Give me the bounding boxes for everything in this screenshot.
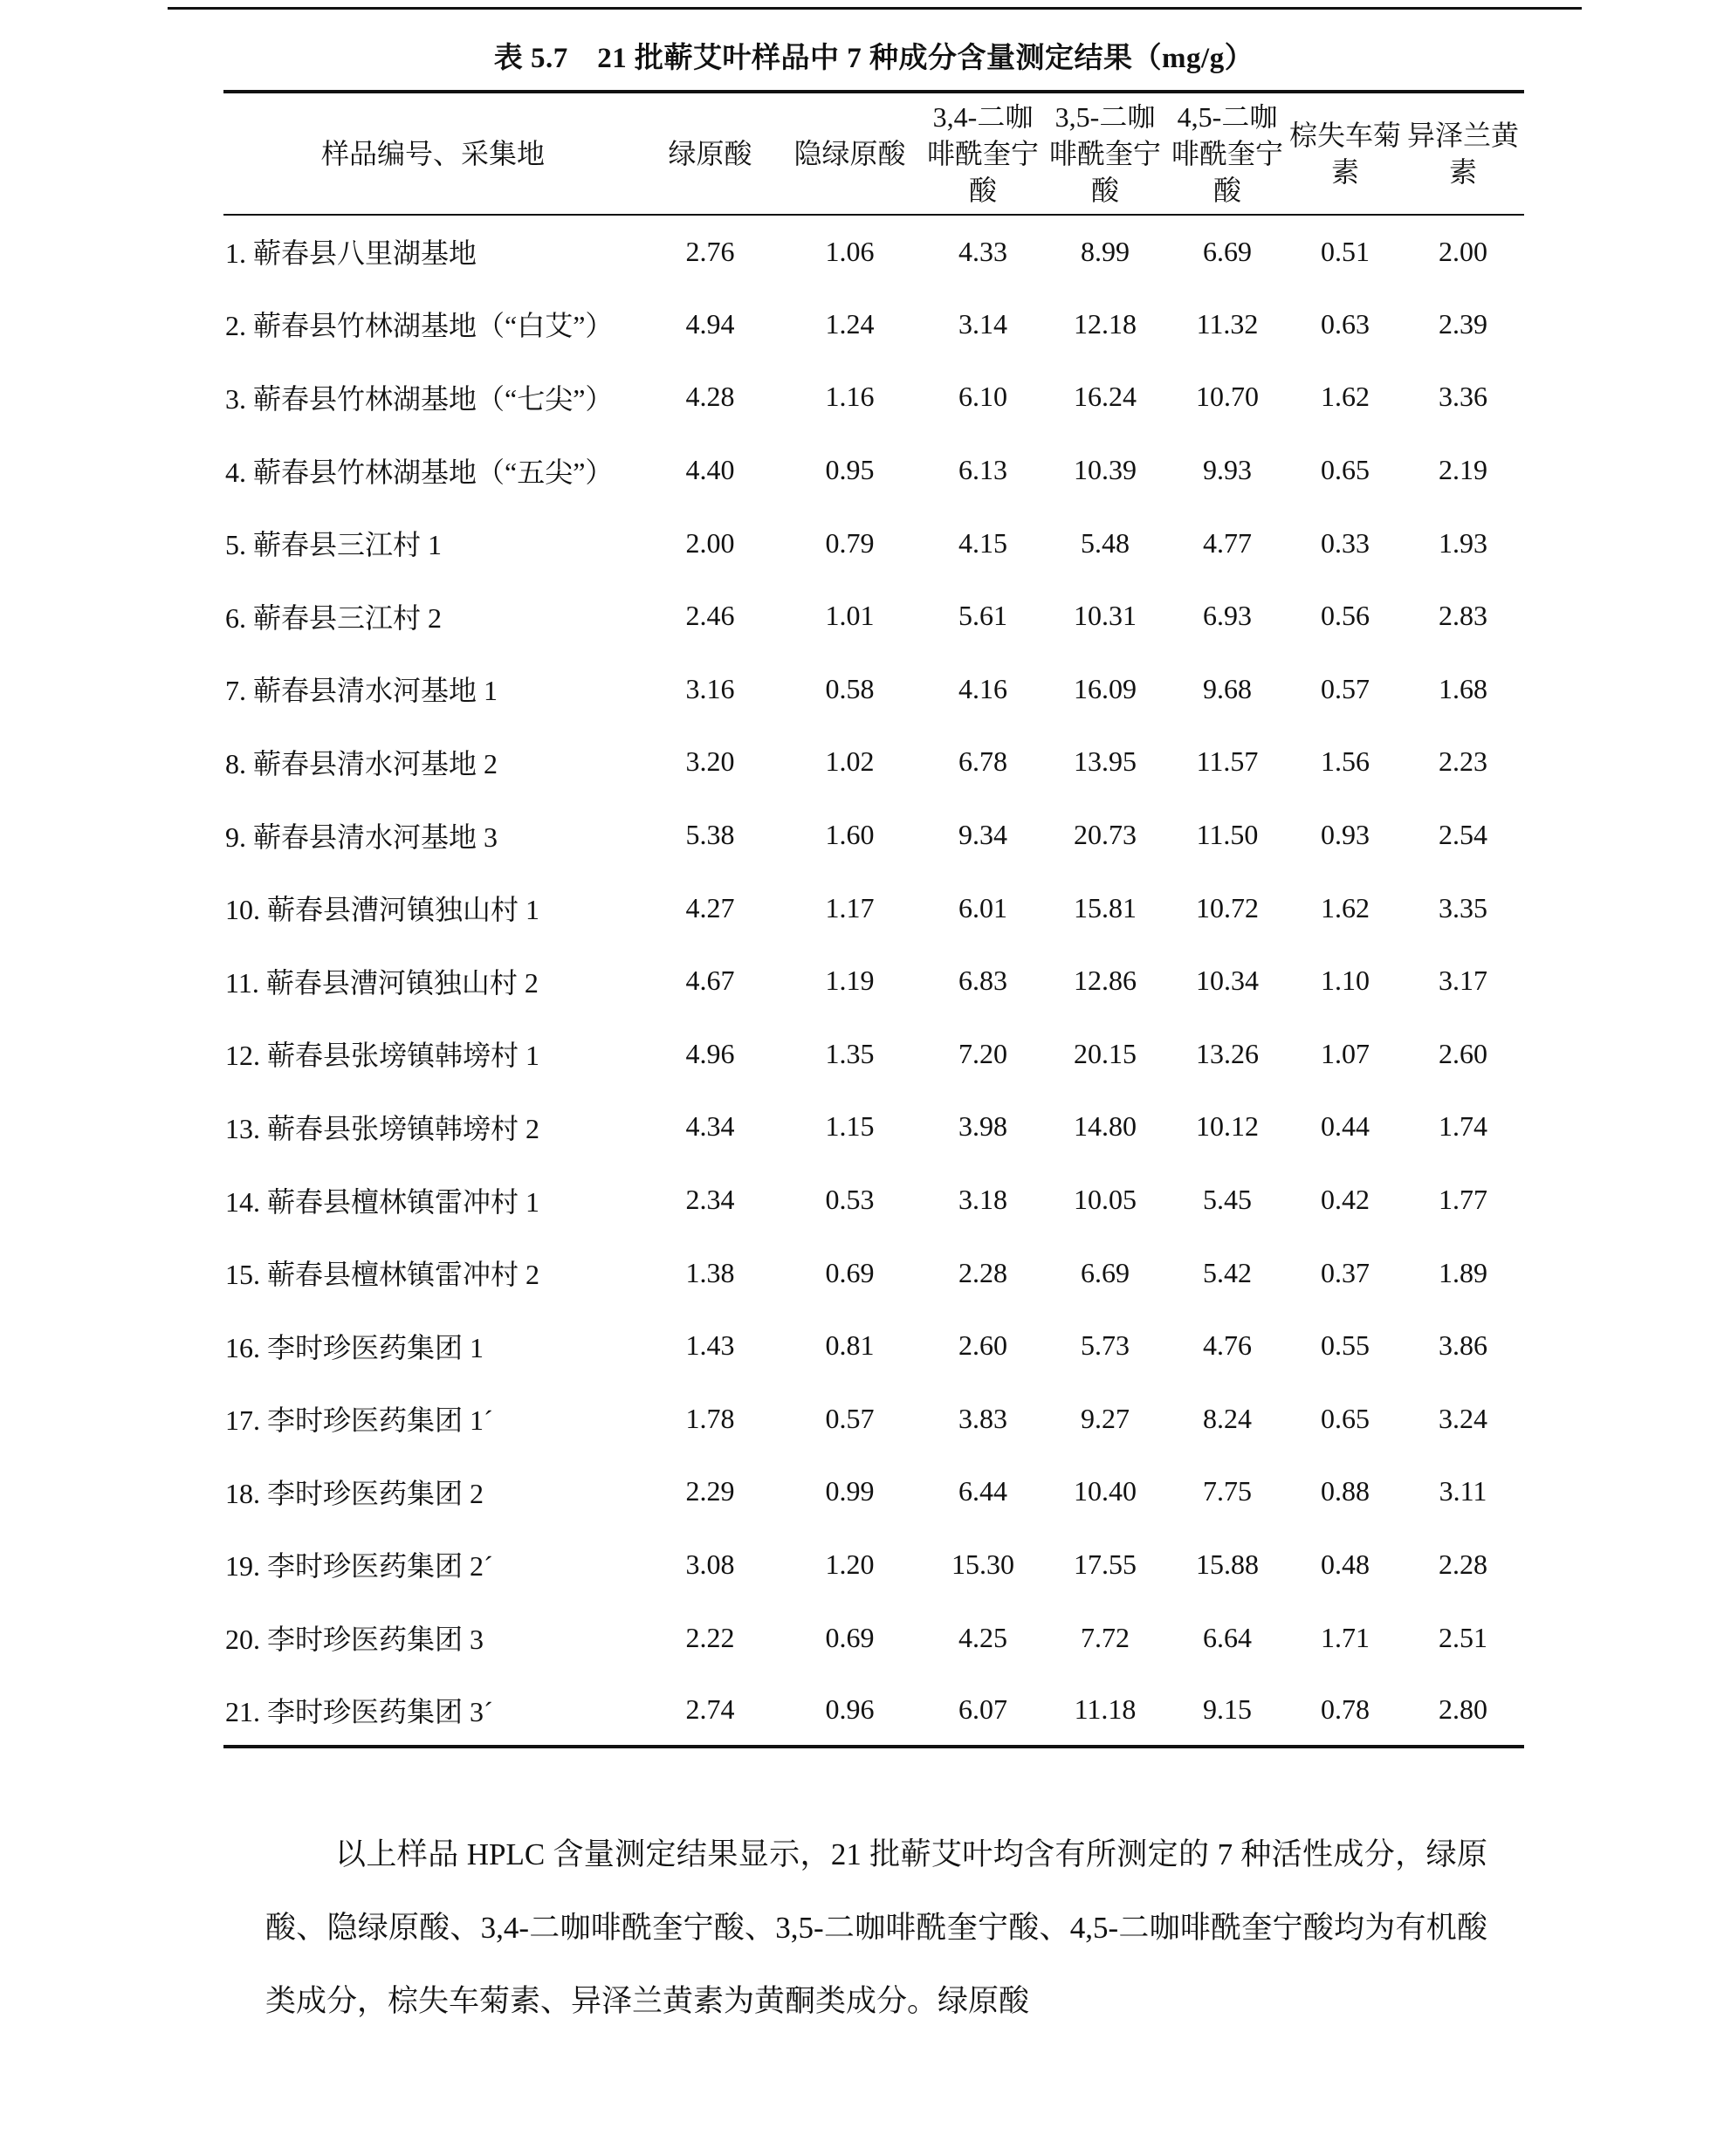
cell-dcqa-3-4: 5.61 bbox=[958, 600, 1007, 632]
cell-cryptochlorogenic-acid: 0.53 bbox=[825, 1184, 875, 1216]
column-header-chlorogenic-acid: 绿原酸 bbox=[668, 138, 752, 169]
cell-jaceosidin: 0.33 bbox=[1321, 526, 1370, 559]
cell-cryptochlorogenic-acid: 0.81 bbox=[825, 1329, 875, 1362]
cell-cryptochlorogenic-acid: 0.58 bbox=[825, 672, 875, 704]
cell-dcqa-3-4: 7.20 bbox=[958, 1037, 1007, 1069]
cell-dcqa-3-5: 5.73 bbox=[1081, 1329, 1130, 1362]
cell-dcqa-3-4: 4.16 bbox=[958, 672, 1007, 704]
cell-dcqa-3-4: 9.34 bbox=[958, 819, 1007, 851]
cell-eupatilin: 2.51 bbox=[1439, 1621, 1487, 1653]
cell-dcqa-4-5: 9.68 bbox=[1203, 672, 1252, 704]
cell-cryptochlorogenic-acid: 1.35 bbox=[825, 1037, 875, 1069]
cell-sample-site: 17. 李时珍医药集团 1´ bbox=[225, 1404, 493, 1437]
cell-dcqa-4-5: 5.42 bbox=[1203, 1256, 1252, 1288]
cell-cryptochlorogenic-acid: 1.01 bbox=[825, 600, 875, 632]
cell-eupatilin: 2.39 bbox=[1439, 307, 1487, 340]
cell-dcqa-4-5: 9.15 bbox=[1203, 1693, 1252, 1726]
cell-dcqa-3-4: 4.33 bbox=[958, 235, 1007, 267]
cell-jaceosidin: 1.07 bbox=[1321, 1037, 1370, 1069]
cell-sample-site: 20. 李时珍医药集团 3 bbox=[225, 1624, 484, 1656]
results-table bbox=[223, 90, 1524, 1748]
cell-chlorogenic-acid: 1.38 bbox=[685, 1256, 735, 1288]
column-header-3-5-dicaffeoylquinic-acid: 3,5-二咖啡酰奎宁酸 bbox=[1048, 101, 1161, 206]
cell-cryptochlorogenic-acid: 1.15 bbox=[825, 1110, 875, 1143]
table-row bbox=[223, 580, 1524, 653]
cell-cryptochlorogenic-acid: 0.79 bbox=[825, 526, 875, 559]
cell-dcqa-4-5: 6.69 bbox=[1203, 235, 1252, 267]
cell-chlorogenic-acid: 2.74 bbox=[685, 1693, 735, 1726]
cell-dcqa-3-5: 12.86 bbox=[1074, 965, 1137, 997]
cell-chlorogenic-acid: 2.34 bbox=[685, 1184, 735, 1216]
table-row bbox=[223, 215, 1524, 288]
table-row bbox=[223, 1528, 1524, 1602]
table-row bbox=[223, 1236, 1524, 1309]
cell-dcqa-3-5: 6.69 bbox=[1081, 1256, 1130, 1288]
cell-sample-site: 19. 李时珍医药集团 2´ bbox=[225, 1550, 493, 1583]
cell-eupatilin: 2.19 bbox=[1439, 454, 1487, 486]
cell-cryptochlorogenic-acid: 1.17 bbox=[825, 891, 875, 924]
cell-dcqa-4-5: 11.32 bbox=[1196, 307, 1259, 340]
cell-eupatilin: 2.80 bbox=[1439, 1693, 1487, 1726]
cell-sample-site: 1. 蕲春县八里湖基地 bbox=[225, 237, 477, 270]
cell-jaceosidin: 1.56 bbox=[1321, 745, 1370, 778]
cell-eupatilin: 3.17 bbox=[1439, 965, 1487, 997]
cell-sample-site: 5. 蕲春县三江村 1 bbox=[225, 529, 443, 561]
cell-eupatilin: 3.36 bbox=[1439, 381, 1487, 413]
column-header-sample-site: 样品编号、采集地 bbox=[320, 138, 545, 169]
cell-sample-site: 7. 蕲春县清水河基地 1 bbox=[225, 675, 498, 707]
cell-jaceosidin: 0.65 bbox=[1321, 1402, 1370, 1434]
cell-cryptochlorogenic-acid: 0.69 bbox=[825, 1256, 875, 1288]
cell-sample-site: 16. 李时珍医药集团 1 bbox=[225, 1331, 484, 1363]
cell-dcqa-3-4: 6.78 bbox=[958, 745, 1007, 778]
table-row bbox=[223, 434, 1524, 507]
cell-chlorogenic-acid: 1.78 bbox=[685, 1402, 735, 1434]
cell-sample-site: 18. 李时珍医药集团 2 bbox=[225, 1477, 484, 1509]
cell-dcqa-4-5: 8.24 bbox=[1203, 1402, 1252, 1434]
cell-dcqa-4-5: 13.26 bbox=[1196, 1037, 1259, 1069]
cell-dcqa-3-5: 12.18 bbox=[1074, 307, 1137, 340]
cell-dcqa-3-4: 3.83 bbox=[958, 1402, 1007, 1434]
cell-dcqa-3-4: 15.30 bbox=[951, 1548, 1014, 1580]
table-row bbox=[223, 288, 1524, 361]
table-row bbox=[223, 1674, 1524, 1747]
cell-dcqa-3-5: 20.15 bbox=[1074, 1037, 1137, 1069]
cell-chlorogenic-acid: 4.34 bbox=[685, 1110, 735, 1143]
cell-dcqa-3-5: 10.05 bbox=[1074, 1184, 1137, 1216]
cell-chlorogenic-acid: 4.96 bbox=[685, 1037, 735, 1069]
table-row bbox=[223, 1090, 1524, 1164]
cell-eupatilin: 1.93 bbox=[1439, 526, 1487, 559]
column-header-3-4-dicaffeoylquinic-acid: 3,4-二咖啡酰奎宁酸 bbox=[926, 101, 1039, 206]
cell-sample-site: 21. 李时珍医药集团 3´ bbox=[225, 1695, 493, 1727]
cell-jaceosidin: 0.57 bbox=[1321, 672, 1370, 704]
cell-chlorogenic-acid: 2.76 bbox=[685, 235, 735, 267]
cell-dcqa-4-5: 10.12 bbox=[1196, 1110, 1259, 1143]
cell-dcqa-4-5: 5.45 bbox=[1203, 1184, 1252, 1216]
cell-dcqa-3-5: 13.95 bbox=[1074, 745, 1137, 778]
cell-eupatilin: 1.74 bbox=[1439, 1110, 1487, 1143]
cell-dcqa-3-4: 3.18 bbox=[958, 1184, 1007, 1216]
cell-dcqa-3-5: 8.99 bbox=[1081, 235, 1130, 267]
cell-jaceosidin: 0.37 bbox=[1321, 1256, 1370, 1288]
cell-dcqa-3-4: 6.10 bbox=[958, 381, 1007, 413]
cell-cryptochlorogenic-acid: 1.24 bbox=[825, 307, 875, 340]
cell-dcqa-3-5: 7.72 bbox=[1081, 1621, 1130, 1653]
cell-dcqa-4-5: 10.70 bbox=[1196, 381, 1259, 413]
cell-eupatilin: 2.83 bbox=[1439, 600, 1487, 632]
cell-dcqa-4-5: 10.72 bbox=[1196, 891, 1259, 924]
body-paragraph: 以上样品 HPLC 含量测定结果显示，21 批蕲艾叶均含有所测定的 7 种活性成分，绿原酸、隐绿原酸、3,4-二咖啡酰奎宁酸、3,5-二咖啡酰奎宁酸、4,5-二咖啡酰奎宁酸均为有机酸类成分，棕失车菊素、异泽兰黄素为黄酮类成分。绿原酸 bbox=[265, 1837, 1487, 2018]
cell-jaceosidin: 0.88 bbox=[1321, 1475, 1370, 1507]
table-caption: 表 5.7 21 批蕲艾叶样品中 7 种成分含量测定结果（mg/g） bbox=[493, 43, 1254, 74]
cell-jaceosidin: 0.65 bbox=[1321, 454, 1370, 486]
cell-dcqa-3-5: 20.73 bbox=[1074, 819, 1137, 851]
cell-dcqa-4-5: 11.57 bbox=[1196, 745, 1259, 778]
cell-chlorogenic-acid: 4.40 bbox=[685, 454, 735, 486]
cell-chlorogenic-acid: 4.94 bbox=[685, 307, 735, 340]
cell-dcqa-3-4: 6.13 bbox=[958, 454, 1007, 486]
cell-sample-site: 13. 蕲春县张塝镇韩塝村 2 bbox=[225, 1112, 540, 1144]
cell-jaceosidin: 0.55 bbox=[1321, 1329, 1370, 1362]
column-header-eupatilin: 异泽兰黄素 bbox=[1406, 120, 1519, 188]
cell-chlorogenic-acid: 4.67 bbox=[685, 965, 735, 997]
cell-cryptochlorogenic-acid: 1.16 bbox=[825, 381, 875, 413]
cell-eupatilin: 3.24 bbox=[1439, 1402, 1487, 1434]
cell-dcqa-3-5: 10.40 bbox=[1074, 1475, 1137, 1507]
cell-dcqa-4-5: 6.93 bbox=[1203, 600, 1252, 632]
cell-chlorogenic-acid: 5.38 bbox=[685, 819, 735, 851]
cell-dcqa-4-5: 4.77 bbox=[1203, 526, 1252, 559]
table-row bbox=[223, 360, 1524, 434]
cell-chlorogenic-acid: 2.29 bbox=[685, 1475, 735, 1507]
cell-dcqa-4-5: 15.88 bbox=[1196, 1548, 1259, 1580]
cell-dcqa-3-5: 9.27 bbox=[1081, 1402, 1130, 1434]
cell-jaceosidin: 0.56 bbox=[1321, 600, 1370, 632]
cell-dcqa-3-4: 2.28 bbox=[958, 1256, 1007, 1288]
column-header-4-5-dicaffeoylquinic-acid: 4,5-二咖啡酰奎宁酸 bbox=[1171, 101, 1283, 206]
cell-sample-site: 6. 蕲春县三江村 2 bbox=[225, 601, 443, 634]
cell-cryptochlorogenic-acid: 1.06 bbox=[825, 235, 875, 267]
table-row bbox=[223, 653, 1524, 726]
cell-chlorogenic-acid: 2.22 bbox=[685, 1621, 735, 1653]
cell-sample-site: 8. 蕲春县清水河基地 2 bbox=[225, 747, 498, 779]
cell-eupatilin: 2.60 bbox=[1439, 1037, 1487, 1069]
column-header-jaceosidin: 棕失车菊素 bbox=[1288, 120, 1401, 188]
cell-jaceosidin: 0.63 bbox=[1321, 307, 1370, 340]
cell-dcqa-3-5: 16.24 bbox=[1074, 381, 1137, 413]
cell-jaceosidin: 0.48 bbox=[1321, 1548, 1370, 1580]
cell-dcqa-4-5: 11.50 bbox=[1196, 819, 1259, 851]
cell-dcqa-3-4: 6.44 bbox=[958, 1475, 1007, 1507]
cell-jaceosidin: 1.71 bbox=[1321, 1621, 1370, 1653]
cell-cryptochlorogenic-acid: 0.57 bbox=[825, 1402, 875, 1434]
cell-dcqa-3-4: 2.60 bbox=[958, 1329, 1007, 1362]
cell-dcqa-4-5: 10.34 bbox=[1196, 965, 1259, 997]
cell-chlorogenic-acid: 2.46 bbox=[685, 600, 735, 632]
column-header-cryptochlorogenic-acid: 隐绿原酸 bbox=[793, 138, 906, 169]
cell-dcqa-3-5: 15.81 bbox=[1074, 891, 1137, 924]
table-row bbox=[223, 1164, 1524, 1237]
cell-sample-site: 15. 蕲春县檀林镇雷冲村 2 bbox=[225, 1259, 540, 1291]
cell-dcqa-3-4: 6.01 bbox=[958, 891, 1007, 924]
cell-dcqa-4-5: 7.75 bbox=[1203, 1475, 1252, 1507]
cell-sample-site: 4. 蕲春县竹林湖基地（“五尖”） bbox=[225, 456, 614, 488]
cell-sample-site: 3. 蕲春县竹林湖基地（“七尖”） bbox=[225, 382, 614, 415]
table-row bbox=[223, 1309, 1524, 1383]
cell-dcqa-3-4: 4.25 bbox=[958, 1621, 1007, 1653]
cell-cryptochlorogenic-acid: 0.96 bbox=[825, 1693, 875, 1726]
cell-eupatilin: 1.68 bbox=[1439, 672, 1487, 704]
table-row bbox=[223, 799, 1524, 872]
cell-eupatilin: 2.00 bbox=[1439, 235, 1487, 267]
cell-sample-site: 2. 蕲春县竹林湖基地（“白艾”） bbox=[225, 310, 614, 342]
cell-dcqa-3-5: 11.18 bbox=[1074, 1693, 1137, 1726]
cell-eupatilin: 1.89 bbox=[1439, 1256, 1487, 1288]
cell-cryptochlorogenic-acid: 1.19 bbox=[825, 965, 875, 997]
cell-cryptochlorogenic-acid: 0.95 bbox=[825, 454, 875, 486]
table-row bbox=[223, 944, 1524, 1018]
cell-cryptochlorogenic-acid: 0.69 bbox=[825, 1621, 875, 1653]
cell-chlorogenic-acid: 4.28 bbox=[685, 381, 735, 413]
cell-sample-site: 10. 蕲春县漕河镇独山村 1 bbox=[225, 894, 540, 926]
cell-cryptochlorogenic-acid: 1.60 bbox=[825, 819, 875, 851]
cell-eupatilin: 3.86 bbox=[1439, 1329, 1487, 1362]
cell-chlorogenic-acid: 3.08 bbox=[685, 1548, 735, 1580]
table-row bbox=[223, 871, 1524, 944]
cell-jaceosidin: 0.51 bbox=[1321, 235, 1370, 267]
cell-sample-site: 14. 蕲春县檀林镇雷冲村 1 bbox=[225, 1185, 540, 1218]
cell-dcqa-3-4: 6.83 bbox=[958, 965, 1007, 997]
table-row bbox=[223, 506, 1524, 580]
cell-dcqa-3-5: 17.55 bbox=[1074, 1548, 1137, 1580]
cell-chlorogenic-acid: 1.43 bbox=[685, 1329, 735, 1362]
cell-dcqa-3-5: 10.31 bbox=[1074, 600, 1137, 632]
cell-sample-site: 12. 蕲春县张塝镇韩塝村 1 bbox=[225, 1040, 540, 1072]
cell-jaceosidin: 0.78 bbox=[1321, 1693, 1370, 1726]
cell-sample-site: 9. 蕲春县清水河基地 3 bbox=[225, 821, 498, 853]
cell-chlorogenic-acid: 4.27 bbox=[685, 891, 735, 924]
cell-jaceosidin: 1.62 bbox=[1321, 381, 1370, 413]
cell-eupatilin: 2.54 bbox=[1439, 819, 1487, 851]
cell-jaceosidin: 0.42 bbox=[1321, 1184, 1370, 1216]
cell-dcqa-3-4: 4.15 bbox=[958, 526, 1007, 559]
cell-eupatilin: 3.35 bbox=[1439, 891, 1487, 924]
table-body bbox=[223, 215, 1524, 1747]
cell-jaceosidin: 0.44 bbox=[1321, 1110, 1370, 1143]
cell-dcqa-3-4: 6.07 bbox=[958, 1693, 1007, 1726]
table-row bbox=[223, 1383, 1524, 1456]
cell-dcqa-3-5: 14.80 bbox=[1074, 1110, 1137, 1143]
cell-dcqa-3-5: 10.39 bbox=[1074, 454, 1137, 486]
table-row bbox=[223, 725, 1524, 799]
table-row bbox=[223, 1601, 1524, 1674]
cell-chlorogenic-acid: 3.16 bbox=[685, 672, 735, 704]
cell-chlorogenic-acid: 3.20 bbox=[685, 745, 735, 778]
cell-cryptochlorogenic-acid: 1.02 bbox=[825, 745, 875, 778]
cell-dcqa-4-5: 4.76 bbox=[1203, 1329, 1252, 1362]
cell-eupatilin: 2.23 bbox=[1439, 745, 1487, 778]
cell-jaceosidin: 0.93 bbox=[1321, 819, 1370, 851]
cell-dcqa-3-5: 16.09 bbox=[1074, 672, 1137, 704]
table-header-row bbox=[223, 92, 1524, 215]
cell-sample-site: 11. 蕲春县漕河镇独山村 2 bbox=[225, 966, 539, 999]
cell-dcqa-3-4: 3.14 bbox=[958, 307, 1007, 340]
page-header-rule bbox=[168, 7, 1582, 10]
cell-eupatilin: 3.11 bbox=[1439, 1475, 1487, 1507]
cell-chlorogenic-acid: 2.00 bbox=[685, 526, 735, 559]
cell-eupatilin: 1.77 bbox=[1439, 1184, 1487, 1216]
cell-cryptochlorogenic-acid: 1.20 bbox=[825, 1548, 875, 1580]
table-row bbox=[223, 1018, 1524, 1091]
cell-dcqa-3-5: 5.48 bbox=[1081, 526, 1130, 559]
cell-eupatilin: 2.28 bbox=[1439, 1548, 1487, 1580]
table-row bbox=[223, 1455, 1524, 1528]
cell-dcqa-4-5: 6.64 bbox=[1203, 1621, 1252, 1653]
cell-dcqa-4-5: 9.93 bbox=[1203, 454, 1252, 486]
cell-jaceosidin: 1.62 bbox=[1321, 891, 1370, 924]
cell-dcqa-3-4: 3.98 bbox=[958, 1110, 1007, 1143]
cell-cryptochlorogenic-acid: 0.99 bbox=[825, 1475, 875, 1507]
cell-jaceosidin: 1.10 bbox=[1321, 965, 1370, 997]
